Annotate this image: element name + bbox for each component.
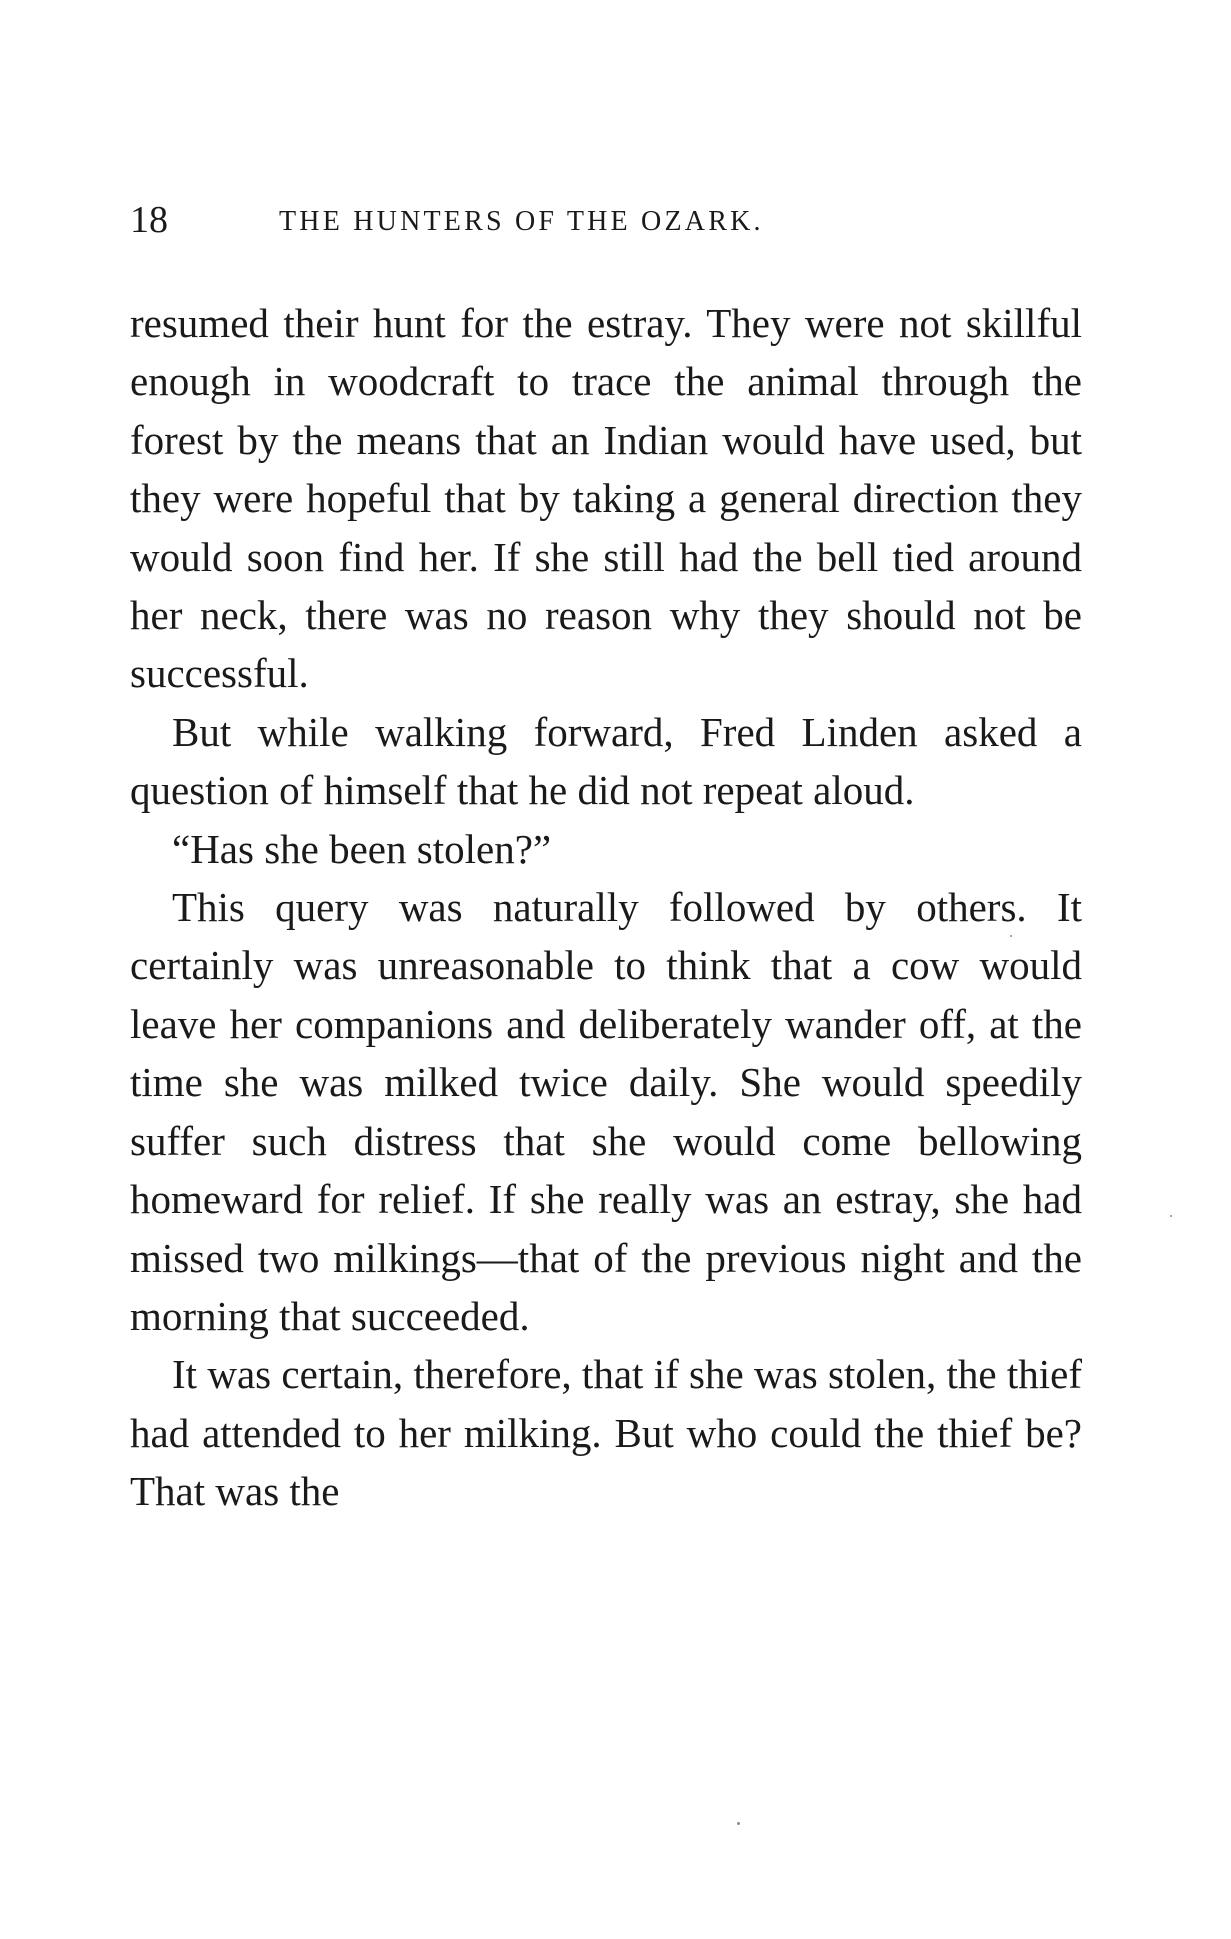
body-text [130, 294, 1082, 1521]
paper-speck [1170, 1215, 1172, 1217]
running-title: THE HUNTERS OF THE OZARK. [279, 206, 764, 237]
paragraph: It was certain, therefore, that if she was stolen, the thief had attended to her milking. But who could the thief be? That was the [130, 1351, 1082, 1515]
quoted-line: “Has she been stolen?” [172, 825, 552, 872]
paragraph-continued: resumed their hunt for the estray. They were not skillful enough in woodcraft to trace the animal through the forest by the means that an Indian would have used, but they were hopeful that by taking a general direction they would soon find her. If she still had the bell tied around her neck, there was no reason why they should not be successful. [130, 300, 1082, 697]
running-head [130, 198, 1082, 242]
page-number: 18 [130, 199, 168, 241]
paper-speck [1010, 935, 1012, 937]
paragraph: This query was naturally followed by others. It certainly was unreasonable to think that a cow would leave her companions and deliberately wander off, at the time she was milked twice daily. She would speedily suffer such distress that she would come bellowing homeward for relief. If she really was an estray, she had missed two milkings—that of the previous night and the morning that succeeded. [130, 884, 1082, 1339]
paper-speck [737, 1822, 740, 1825]
paragraph: But while walking forward, Fred Linden asked a question of himself that he did not repeat aloud. [130, 708, 1082, 814]
